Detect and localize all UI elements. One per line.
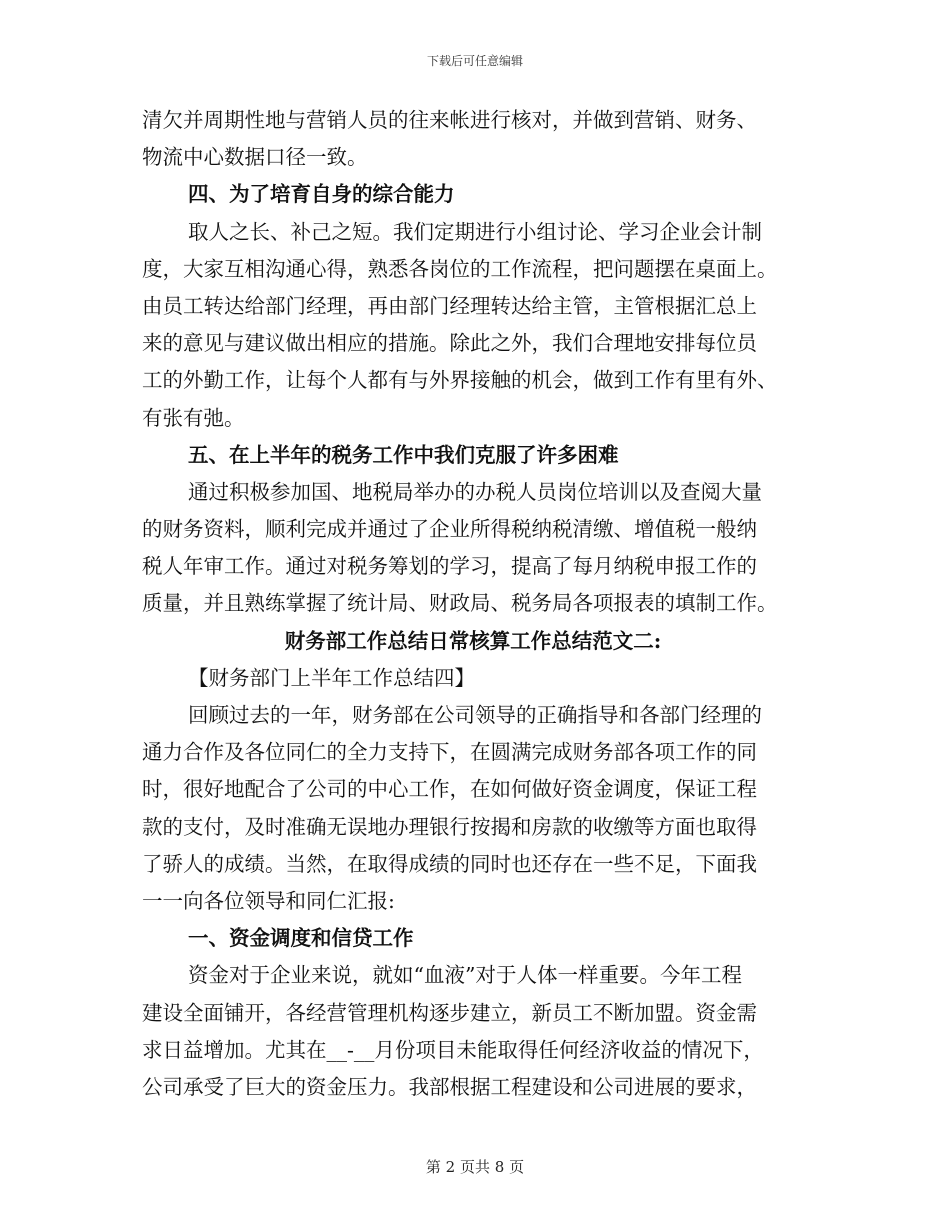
text-line: 通力合作及各位同仁的全力支持下，在圆满完成财务部各项工作的同 <box>142 740 757 765</box>
text-line: 的财务资料，顺利完成并通过了企业所得税纳税清缴、增值税一般纳 <box>142 517 757 542</box>
page-header: 下载后可任意编辑 <box>426 54 523 68</box>
text-line: 工的外勤工作，让每个人都有与外界接触的机会，做到工作有里有外、 <box>142 368 778 393</box>
text-line: 款的支付，及时准确无误地办理银行按揭和房款的收缴等方面也取得 <box>142 814 757 839</box>
text-line: 时，很好地配合了公司的中心工作，在如何做好资金调度，保证工程 <box>142 777 757 802</box>
text-line: 建设全面铺开，各经营管理机构逐步建立，新员工不断加盟。资金需 <box>142 1000 757 1025</box>
text-line: 【财务部门上半年工作总结四】 <box>188 665 475 690</box>
text-line: 公司承受了巨大的资金压力。我部根据工程建设和公司进展的要求， <box>142 1074 757 1099</box>
text-line: 来的意见与建议做出相应的措施。除此之外，我们合理地安排每位员 <box>142 331 757 356</box>
section-heading: 一、资金调度和信贷工作 <box>188 926 414 951</box>
text-line: 质量，并且熟练掌握了统计局、财政局、税务局各项报表的填制工作。 <box>142 591 778 616</box>
section-heading: 财务部工作总结日常核算工作总结范文二: <box>284 628 662 653</box>
text-line: 资金对于企业来说，就如“血液”对于人体一样重要。今年工程 <box>188 963 742 988</box>
text-line: 税人年审工作。通过对税务筹划的学习，提高了每月纳税申报工作的 <box>142 554 757 579</box>
text-line: 度，大家互相沟通心得，熟悉各岗位的工作流程，把问题摆在桌面上。 <box>142 256 778 281</box>
document-body <box>142 102 804 1106</box>
text-line: 物流中心数据口径一致。 <box>142 145 368 170</box>
section-heading: 五、在上半年的税务工作中我们克服了许多困难 <box>188 442 619 467</box>
text-line: 清欠并周期性地与营销人员的往来帐进行核对，并做到营销、财务、 <box>142 108 757 132</box>
text-line: 有张有弛。 <box>142 405 245 430</box>
text-line: 取人之长、补己之短。我们定期进行小组讨论、学习企业会计制 <box>188 219 762 244</box>
text-line: 一一向各位领导和同仁汇报: <box>142 888 395 913</box>
text-line: 由员工转达给部门经理，再由部门经理转达给主管，主管根据汇总上 <box>142 293 757 318</box>
text-line: 回顾过去的一年，财务部在公司领导的正确指导和各部门经理的 <box>188 703 762 727</box>
text-line: 求日益增加。尤其在__-__月份项目未能取得任何经济收益的情况下， <box>142 1037 764 1062</box>
page-footer: 第 2 页共 8 页 <box>425 1158 525 1176</box>
text-line: 通过积极参加国、地税局举办的办税人员岗位培训以及查阅大量 <box>188 479 762 504</box>
text-line: 了骄人的成绩。当然，在取得成绩的同时也还存在一些不足，下面我 <box>142 851 757 876</box>
section-heading: 四、为了培育自身的综合能力 <box>188 182 455 207</box>
